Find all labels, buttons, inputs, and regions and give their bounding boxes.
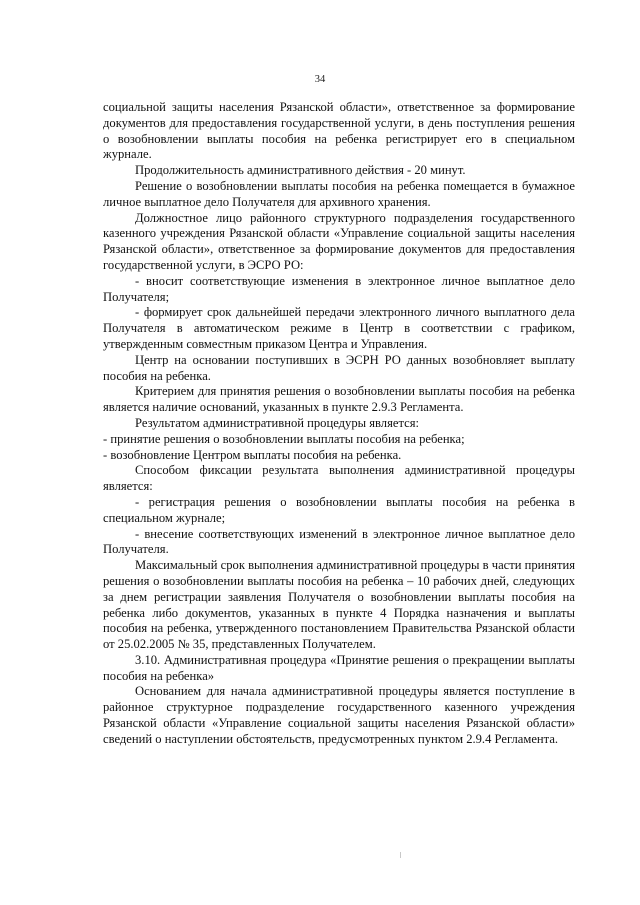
paragraph: - формирует срок дальнейшей передачи электронного личного выплатного дела Получателя в автоматическом режиме в Центр в соответствии с графиком, утвержденным совместным приказом Центра и Управления. [103,305,575,351]
paragraph: 3.10. Административная процедура «Принятие решения о прекращении выплаты пособия на ребенка» [103,652,575,683]
paragraph: Продолжительность административного действия - 20 минут. [135,163,466,178]
paragraph: социальной защиты населения Рязанской области», ответственное за формирование документов для предоставления государственной услуги, в день поступления решения о возобновлении выплаты пособия на ребенка регистрирует его в специальном журнале. [103,100,575,162]
page-number: 34 [314,74,326,85]
paragraph: Способом фиксации результата выполнения административной процедуры является: [103,463,575,494]
paragraph: - регистрация решения о возобновлении выплаты пособия на ребенка в специальном журнале; [103,494,575,525]
paragraph: Решение о возобновлении выплаты пособия на ребенка помещается в бумажное личное выплатное дело Получателя для архивного хранения. [103,178,575,209]
document-body [103,100,575,748]
paragraph: - возобновление Центром выплаты пособия на ребенка. [103,447,402,462]
paragraph: Максимальный срок выполнения административной процедуры в части принятия решения о возобновлении выплаты пособия на ребенка – 10 рабочих дней, следующих за днем регистрации заявления Получателя о возобновлении выплаты пособия на ребенка либо документов, указанных в пункте 4 Порядка назначения и выплаты пособия на ребенка, утвержденного постановлением Правительства Рязанской области от 25.02.2005 № 35, представленных Получателем. [103,558,575,652]
paragraph: Должностное лицо районного структурного подразделения государственного казенного учреждения Рязанской области «Управление социальной защиты населения Рязанской области», ответственное за формирование документов для предоставления государственной услуги, в ЭСРО РО: [103,210,575,272]
paragraph: Центр на основании поступивших в ЭСРН РО данных возобновляет выплату пособия на ребенка. [103,352,575,383]
paragraph: Критерием для принятия решения о возобновлении выплаты пособия на ребенка является наличие оснований, указанных в пункте 2.9.3 Регламента. [103,384,575,415]
paragraph: - принятие решения о возобновлении выплаты пособия на ребенка; [103,431,465,446]
paragraph: - вносит соответствующие изменения в электронное личное выплатное дело Получателя; [103,273,575,304]
paragraph: Основанием для начала административной процедуры является поступление в районное структурное подразделение государственного казенного учреждения Рязанской области «Управление социальной защиты населения Рязанской области» сведений о наступлении обстоятельств, предусмотренных пунктом 2.9.4 Регламента. [103,684,575,746]
paragraph: Результатом административной процедуры является: [135,415,420,430]
scan-artifact [400,852,401,858]
paragraph: - внесение соответствующих изменений в электронное личное выплатное дело Получателя. [103,526,575,557]
